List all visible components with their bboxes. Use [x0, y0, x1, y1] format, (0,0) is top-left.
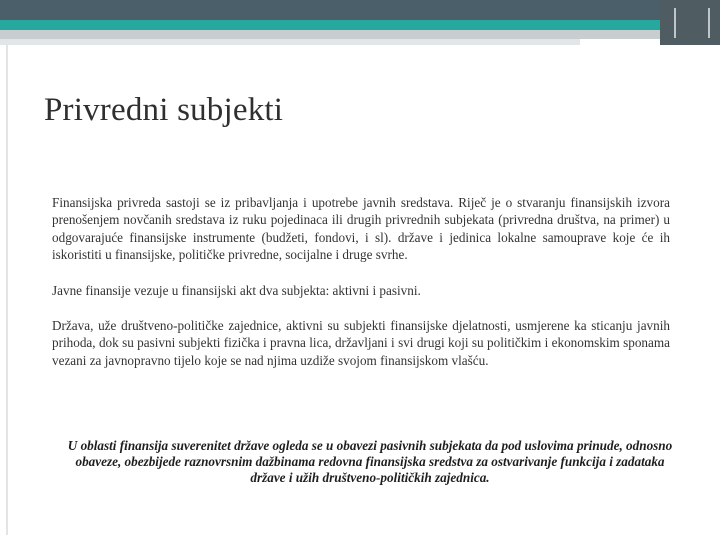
header-band-grey [0, 30, 660, 39]
header-band-light [0, 39, 580, 45]
body-paragraph-2: Javne finansije vezuje u finansijski akt dva subjekta: aktivni i pasivni. [52, 282, 421, 298]
header-band-teal [0, 20, 660, 30]
left-margin-rule [6, 45, 8, 535]
body-paragraph-1: Finansijska privreda sastoji se iz pribavljanja i upotrebe javnih sredstava. Riječ je o stvaranju finansijskih izvora prenošenjem novčanih sredstava iz ruku pojedinaca ili drugih privrednih subjekata (privredna društva, na primer) u odgovarajuće finansijske instrumente (budžeti, fondovi, i sl). države i jedinica lokalne samouprave koje će ih iskoristiti u finansijske, političke privredne, socijalne i druge svrhe. [52, 195, 670, 263]
header-band-dark [0, 0, 660, 20]
header-corner-frame [674, 8, 710, 38]
body-paragraph-3: Država, uže društveno-političke zajednice, aktivni su subjekti finansijske djelatnosti, usmjerene ka sticanju javnih prihoda, dok su pasivni subjekti fizička i pravna lica, državljani i svi drugi koji su političkim i ekonomskim sponama vezani za javnopravno tijelo koje se nad njima uzdiže svojom finansijskom vlašću. [52, 318, 670, 368]
slide-title: Privredni subjekti [44, 92, 284, 128]
slide-body [52, 194, 670, 387]
emphasis-statement: U oblasti finansija suverenitet države ogleda se u obavezi pasivnih subjekata da pod uslovima prinude, odnosno obaveze, obezbijede raznovrsnim dažbinama redovna finansijska sredstva za ostvarivanje funkcija i zadataka države i užih društveno-političkih zajednica. [67, 438, 673, 486]
